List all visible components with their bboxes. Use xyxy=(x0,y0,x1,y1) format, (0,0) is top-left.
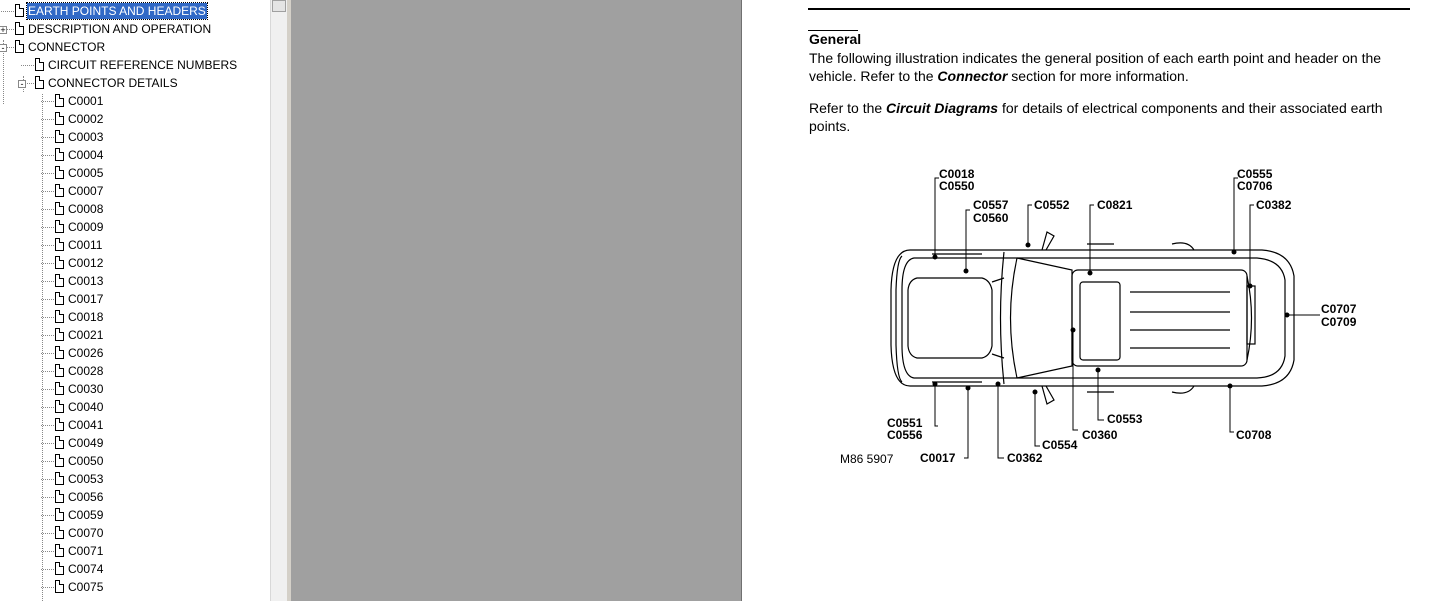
document-icon xyxy=(55,202,64,215)
paragraph-text: for details of electrical components and their associated earth points. xyxy=(809,100,1383,134)
tree-item-label: CONNECTOR DETAILS xyxy=(48,76,178,90)
empty-viewer-area xyxy=(291,0,742,601)
document-icon xyxy=(55,346,64,359)
document-icon xyxy=(55,130,64,143)
document-icon xyxy=(55,112,64,125)
tree-item-label: EARTH POINTS AND HEADERS xyxy=(28,4,206,18)
label-c0555: C0555 xyxy=(1237,167,1273,181)
label-c0018: C0018 xyxy=(939,167,975,181)
tree-expander-icon[interactable]: - xyxy=(18,80,26,88)
tree-scrollbar[interactable] xyxy=(270,0,287,601)
document-icon xyxy=(55,382,64,395)
tree-connector xyxy=(1,11,14,12)
figure-reference: M86 5907 xyxy=(840,452,894,466)
label-c0017: C0017 xyxy=(920,451,956,465)
tree-item-label: C0049 xyxy=(68,436,104,450)
document-icon xyxy=(55,436,64,449)
document-icon xyxy=(55,292,64,305)
tree-expander-icon[interactable]: + xyxy=(0,25,6,35)
document-icon xyxy=(55,238,64,251)
document-icon xyxy=(15,40,24,53)
tree-item-label: C0028 xyxy=(68,364,104,378)
document-icon xyxy=(55,220,64,233)
tree-connector xyxy=(21,65,34,66)
tree-item-label: C0002 xyxy=(68,112,104,126)
vehicle-outline xyxy=(891,232,1294,404)
tree-item-label: C0070 xyxy=(68,526,104,540)
document-icon xyxy=(35,76,44,89)
tree-item-label: C0005 xyxy=(68,166,104,180)
label-c0382: C0382 xyxy=(1256,198,1292,212)
tree-scrollbar-thumb[interactable] xyxy=(272,0,286,12)
label-c0550: C0550 xyxy=(939,179,975,193)
tree-item-label: C0053 xyxy=(68,472,104,486)
tree-expander-icon[interactable]: - xyxy=(0,44,7,52)
document-icon xyxy=(55,454,64,467)
label-c0709: C0709 xyxy=(1321,315,1357,329)
document-icon xyxy=(55,418,64,431)
paragraph-text: Refer to the xyxy=(809,100,887,116)
document-icon xyxy=(15,22,24,35)
tree-item-label: C0075 xyxy=(68,580,104,594)
tree-item-label: DESCRIPTION AND OPERATION xyxy=(28,22,212,36)
tree-item-label: C0007 xyxy=(68,184,104,198)
tree-item-label: C0056 xyxy=(68,490,104,504)
document-icon xyxy=(55,580,64,593)
tree-item-label: C0011 xyxy=(68,238,103,252)
earth-point-dots xyxy=(933,243,1290,395)
label-c0706: C0706 xyxy=(1237,179,1273,193)
tree-item-label: C0050 xyxy=(68,454,104,468)
label-c0552: C0552 xyxy=(1034,198,1070,212)
document-icon xyxy=(55,490,64,503)
section-heading: General xyxy=(809,31,862,47)
label-c0557: C0557 xyxy=(973,198,1009,212)
tree-item-label: C0059 xyxy=(68,508,104,522)
tree-connector xyxy=(42,94,43,601)
tree-item-label: C0001 xyxy=(68,94,104,108)
tree-item-label: C0018 xyxy=(68,310,104,324)
document-icon xyxy=(55,364,64,377)
document-icon xyxy=(55,166,64,179)
label-c0362: C0362 xyxy=(1007,451,1043,465)
tree-item-label: C0026 xyxy=(68,346,104,360)
document-icon xyxy=(55,184,64,197)
document-icon xyxy=(55,562,64,575)
tree-item-label: C0030 xyxy=(68,382,104,396)
document-tree[interactable] xyxy=(0,0,270,601)
tree-item-label: C0003 xyxy=(68,130,104,144)
label-c0560: C0560 xyxy=(973,211,1009,225)
label-c0554: C0554 xyxy=(1042,438,1078,452)
document-icon xyxy=(55,526,64,539)
document-icon xyxy=(55,256,64,269)
document-icon xyxy=(55,310,64,323)
tree-item-label: C0071 xyxy=(68,544,104,558)
tree-item-label: C0021 xyxy=(68,328,104,342)
document-icon xyxy=(55,274,64,287)
paragraph-text: section for more information. xyxy=(1007,68,1189,84)
tree-item-label: C0041 xyxy=(68,418,104,432)
document-icon xyxy=(55,400,64,413)
document-icon xyxy=(15,4,24,17)
document-icon xyxy=(55,94,64,107)
label-c0360: C0360 xyxy=(1082,428,1118,442)
document-icon xyxy=(55,328,64,341)
vehicle-earth-points-diagram xyxy=(742,0,1430,601)
tree-item-label: C0040 xyxy=(68,400,104,414)
document-icon xyxy=(35,58,44,71)
label-c0556: C0556 xyxy=(887,428,923,442)
tree-item-label: C0008 xyxy=(68,202,104,216)
tree-item-label: C0004 xyxy=(68,148,104,162)
document-icon xyxy=(55,148,64,161)
document-icon xyxy=(55,472,64,485)
label-c0551: C0551 xyxy=(887,416,923,430)
tree-item-label: C0012 xyxy=(68,256,104,270)
circuit-diagrams-link[interactable]: Circuit Diagrams xyxy=(886,100,999,116)
tree-item-label: C0074 xyxy=(68,562,104,576)
label-c0708: C0708 xyxy=(1236,428,1272,442)
label-c0553: C0553 xyxy=(1107,412,1143,426)
label-c0707: C0707 xyxy=(1321,302,1357,316)
label-c0821: C0821 xyxy=(1097,198,1133,212)
connector-link[interactable]: Connector xyxy=(937,68,1008,84)
document-pane xyxy=(742,0,1430,601)
document-icon xyxy=(55,544,64,557)
tree-item-label: C0017 xyxy=(68,292,104,306)
tree-item-label: C0009 xyxy=(68,220,104,234)
tree-item-label: CONNECTOR xyxy=(28,40,106,54)
document-icon xyxy=(55,508,64,521)
tree-item-label: C0013 xyxy=(68,274,104,288)
tree-item-label: CIRCUIT REFERENCE NUMBERS xyxy=(48,58,238,72)
paragraph-text: The following illustration indicates the general position of each earth point and header on the vehicle. Refer to the xyxy=(809,50,1382,84)
